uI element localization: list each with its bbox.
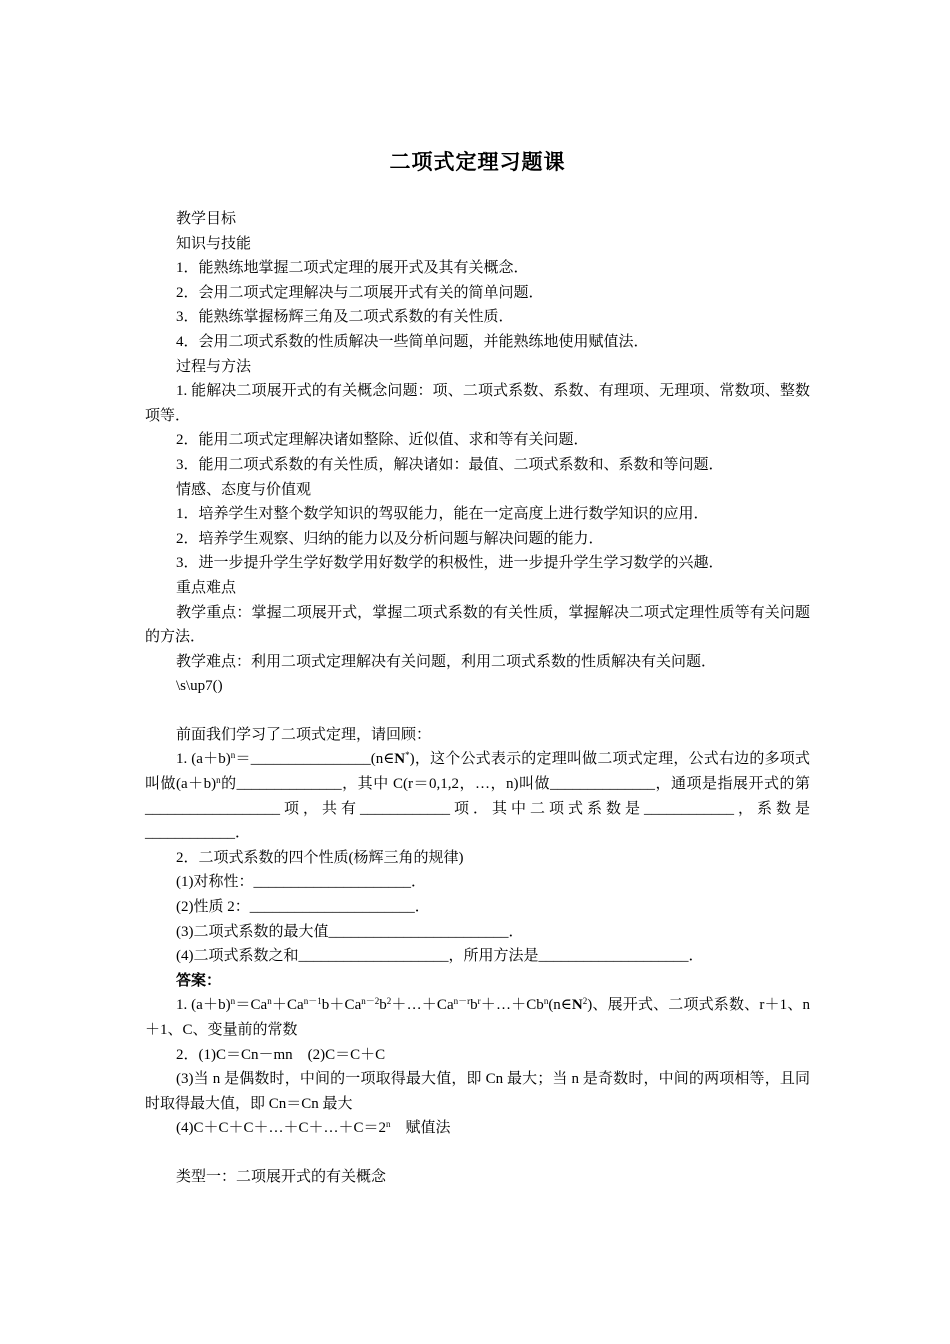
spacer <box>145 699 810 723</box>
answer-3: (3)当 n 是偶数时，中间的一项取得最大值，即 Cn 最大；当 n 是奇数时，中间的两项相等，且同时取得最大值，即 Cn＝Cn 最大 <box>145 1071 810 1112</box>
document-body <box>145 207 810 1190</box>
paragraph: 1．培养学生对整个数学知识的驾驭能力，能在一定高度上进行数学知识的应用． <box>176 506 709 523</box>
spacer <box>145 1141 810 1165</box>
paragraph: 1. 能解决二项展开式的有关概念问题：项、二项式系数、系数、有理项、无理项、常数项、整数项等． <box>145 383 810 424</box>
answer-4: $(4)C+C+C+\dots+C+\dots+C=2^n$ 赋值法 <box>176 1119 451 1137</box>
heading-process: 过程与方法 <box>176 358 252 375</box>
review-question-2-1: (1)对称性：_____________________． <box>176 874 426 891</box>
page-title: 二项式定理习题课 <box>389 150 566 174</box>
paragraph: 1．能熟练地掌握二项式定理的展开式及其有关概念． <box>176 260 529 277</box>
paragraph: 教学难点：利用二项式定理解决有关问题，利用二项式系数的性质解决有关问题． <box>176 653 717 670</box>
paragraph: 3．能熟练掌握杨辉三角及二项式系数的有关性质． <box>176 309 514 326</box>
heading-key-points: 重点难点 <box>176 579 237 596</box>
paragraph: 教学重点：掌握二项展开式，掌握二项式系数的有关性质，掌握解决二项式定理性质等有关问题的方法． <box>145 604 810 646</box>
review-question-2-2: (2)性质 2：______________________． <box>176 899 430 916</box>
section-heading: 类型一：二项展开式的有关概念 <box>176 1168 387 1185</box>
review-intro: 前面我们学习了二项式定理，请回顾： <box>176 726 432 743</box>
review-question-1: 1. $(a+b)^n=\_\_\_\_\_\_\_\_\_\_\_\_\_\_\_\_(n\in N^*)$，这个公式表示的定理叫做二项式定理，公式右边的多项式叫做$(a+b)^n$的______________，其中 C(r＝0,1,2，…，n)叫做______________，通项是指展开式的第__________________项，共有____________项．其中二项式系数是____________，系数是____________． <box>145 750 810 842</box>
review-question-2-3: (3)二项式系数的最大值________________________． <box>176 923 524 940</box>
paragraph: 2．会用二项式定理解决与二项展开式有关的简单问题． <box>176 284 544 301</box>
answer-2: 2．(1)C＝Cn－mn (2)C＝C＋C <box>176 1046 386 1063</box>
heading-objectives: 教学目标 <box>176 211 237 227</box>
review-question-2-4: (4)二项式系数之和____________________，所用方法是____________________． <box>176 948 704 965</box>
paragraph: 4．会用二项式系数的性质解决一些简单问题，并能熟练地使用赋值法． <box>176 333 649 350</box>
heading-emotion: 情感、态度与价值观 <box>176 481 312 498</box>
paragraph: 3．能用二项式系数的有关性质，解决诸如：最值、二项式系数和、系数和等问题． <box>176 456 724 473</box>
paragraph: 3．进一步提升学生学好数学用好数学的积极性，进一步提升学生学习数学的兴趣． <box>176 555 724 572</box>
field-code-text: \s\up7() <box>176 678 223 695</box>
heading-knowledge: 知识与技能 <box>176 235 252 252</box>
paragraph: 2．能用二项式定理解决诸如整除、近似值、求和等有关问题． <box>176 432 589 449</box>
answers-label: 答案： <box>176 972 222 989</box>
review-question-2: 2．二项式系数的四个性质(杨辉三角的规律) <box>176 849 464 866</box>
paragraph: 2．培养学生观察、归纳的能力以及分析问题与解决问题的能力． <box>176 530 604 547</box>
answer-1: 1. $(a+b)^n=Ca^n+Ca^{n-1}b+Ca^{n-2}b^2+\dots+Ca^{n-r}b^r+\dots+Cb^n(n\in N^2)$、展开式、二项式系数、r＋1、n＋1、C、变量前的常数 <box>145 996 810 1038</box>
